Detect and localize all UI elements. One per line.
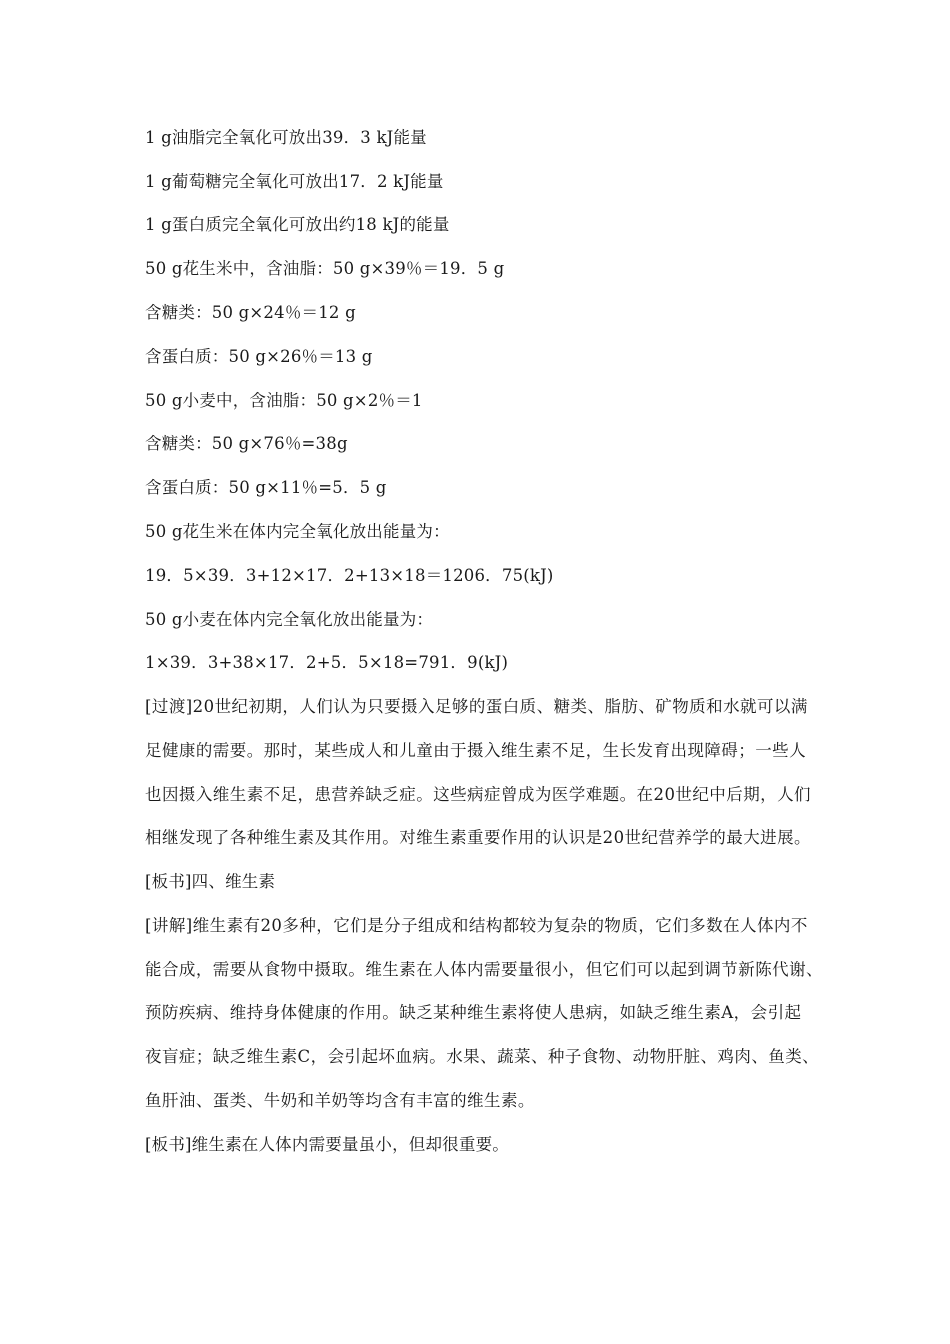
text-line-peanut-sugar: 含糖类：50 g×24％＝12 g (145, 303, 356, 322)
explanation-line: [讲解]维生素有20多种，它们是分子组成和结构都较为复杂的物质，它们多数在人体内不 (145, 916, 808, 935)
board-note-importance: [板书]维生素在人体内需要量虽小，但却很重要。 (145, 1135, 509, 1154)
text-line-wheat-protein: 含蛋白质：50 g×11％=5．5 g (145, 478, 387, 497)
text-line-oil-energy: 1 g油脂完全氧化可放出39．3 kJ能量 (145, 128, 427, 147)
text-line-peanut-oil: 50 g花生米中，含油脂：50 g×39％＝19．5 g (145, 259, 505, 278)
transition-line: 相继发现了各种维生素及其作用。对维生素重要作用的认识是20世纪营养学的最大进展。 (145, 828, 811, 847)
explanation-line: 鱼肝油、蛋类、牛奶和羊奶等均含有丰富的维生素。 (145, 1091, 535, 1110)
text-line-wheat-sugar: 含糖类：50 g×76％=38g (145, 434, 348, 453)
text-line-glucose-energy: 1 g葡萄糖完全氧化可放出17．2 kJ能量 (145, 172, 444, 191)
text-line-wheat-oil: 50 g小麦中，含油脂：50 g×2％＝1 (145, 391, 423, 410)
transition-line: [过渡]20世纪初期，人们认为只要摄入足够的蛋白质、糖类、脂肪、矿物质和水就可以满 (145, 697, 808, 716)
explanation-line: 能合成，需要从食物中摄取。维生素在人体内需要量很小，但它们可以起到调节新陈代谢、 (145, 960, 823, 979)
transition-line: 也因摄入维生素不足，患营养缺乏症。这些病症曾成为医学难题。在20世纪中后期，人们 (145, 785, 811, 804)
explanation-line: 夜盲症；缺乏维生素C，会引起坏血病。水果、蔬菜、种子食物、动物肝脏、鸡肉、鱼类、 (145, 1047, 820, 1066)
text-line-wheat-energy-calc: 1×39．3+38×17．2+5．5×18=791．9(kJ) (145, 653, 509, 672)
text-line-peanut-protein: 含蛋白质：50 g×26％＝13 g (145, 347, 373, 366)
text-line-protein-energy: 1 g蛋白质完全氧化可放出约18 kJ的能量 (145, 215, 450, 234)
text-line-wheat-energy-heading: 50 g小麦在体内完全氧化放出能量为： (145, 610, 434, 629)
transition-line: 足健康的需要。那时，某些成人和儿童由于摄入维生素不足，生长发育出现障碍；一些人 (145, 741, 807, 760)
text-line-peanut-energy-heading: 50 g花生米在体内完全氧化放出能量为： (145, 522, 450, 541)
board-note-vitamins: [板书]四、维生素 (145, 872, 276, 891)
text-line-peanut-energy-calc: 19．5×39．3+12×17．2+13×18＝1206．75(kJ) (145, 566, 554, 585)
explanation-line: 预防疾病、维持身体健康的作用。缺乏某种维生素将使人患病，如缺乏维生素A，会引起 (145, 1003, 802, 1022)
